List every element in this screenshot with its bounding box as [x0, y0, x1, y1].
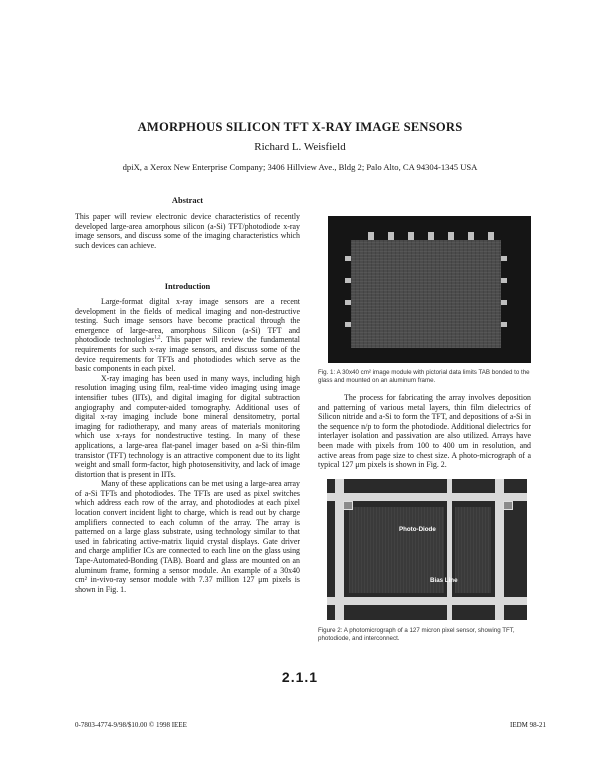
figure-1-active-area	[351, 240, 501, 348]
figure-2-pixel-micrograph	[327, 479, 527, 620]
tab-bond	[345, 322, 351, 327]
gate-line	[327, 493, 527, 501]
tab-bond	[501, 256, 507, 261]
intro-p1-text: Large-format digital x-ray image sensors are a recent development in the fields of medical imaging and non-destructive testing. Such image sensors have become practical through the emergence of large-area, amorphous Silicon (a-Si) TFT and photodiode technologies	[75, 297, 300, 345]
paper-title: AMORPHOUS SILICON TFT X-RAY IMAGE SENSORS	[137, 120, 463, 134]
intro-paragraph-3: Many of these applications can be met using a large-area array of a-Si TFTs and photodiodes. The TFTs are used as pixel switches which address each row of the array, and photodiodes at each pixel location convert incident light to charge, which is read out by charge amplifiers connected to each column of the array. The array is patterned on a large glass substrate, using technology similar to that used in fabricating active-matrix liquid crystal displays. Gate driver and charge amplifier ICs are connected to each line on the glass using Tape-Automated-Bonding (TAB). Board and glass are mounted on an aluminum frame, forming a sensor module. An example of a 30x40 cm² in-vivo-ray sensor module with 7.37 million 127 μm pixels is shown in Fig. 1.	[75, 479, 300, 594]
tab-bond	[388, 232, 394, 240]
tab-bond	[501, 278, 507, 283]
bias-line-label: Bias Line	[430, 577, 458, 584]
tab-bond	[428, 232, 434, 240]
tab-bond	[488, 232, 494, 240]
figure-1-module-photo	[328, 216, 531, 363]
introduction-heading: Introduction	[164, 282, 211, 291]
conference-page-id: IEDM 98-21	[510, 721, 546, 729]
figure-2-caption: Figure 2: A photomicrograph of a 127 micron pixel sensor, showing TFT, photodiode, and interconnect.	[318, 627, 515, 642]
process-paragraph: The process for fabricating the array involves deposition and patterning of various metal layers, thin film dielectrics of Silicon nitride and a-Si to form the TFT, and depositions of a-Si in the sequence n/p to form the photodiode. Additional dielectrics for interlayer isolation and passivation are also utilized. Arrays have been made with pixels from 100 to 400 um in resolution, and active areas from page size to chest size. A photo-micrograph of a typical 127 μm pixels is shown in Fig. 2.	[318, 393, 531, 470]
tab-bond	[501, 322, 507, 327]
figure-1-caption: Fig. 1: A 30x40 cm² image module with pictorial data limits TAB bonded to the glass and mounted on an aluminum frame.	[318, 369, 530, 384]
tab-bond	[368, 232, 374, 240]
tft-switch	[343, 501, 353, 510]
author-affiliation: dpiX, a Xerox New Enterprise Company; 3406 Hillview Ave., Bldg 2; Palo Alto, CA 94304-1345 USA	[122, 162, 478, 172]
photodiode-area	[455, 507, 491, 593]
intro-paragraph-2: X-ray imaging has been used in many ways, including high resolution imaging using film, real-time video imaging using image intensifier tubes (IITs), and digital imaging for digital subtraction angiography and computer-aided tomography. Additional uses of digital x-ray imaging include bone mineral densitometry, portal imaging for radiotherapy, and many areas of materials monitoring which use x-rays for nondestructive testing. In many of these applications, a large-area flat-panel imager based on a-Si thin-film transistor (TFT) technology is an attractive component due to its light weight and small form-factor, high photosensitivity, and lack of image distortion that is present in IITs.	[75, 373, 300, 479]
author-name: Richard L. Weisfield	[254, 141, 346, 153]
tab-bond	[345, 300, 351, 305]
gate-line	[327, 597, 527, 605]
intro-p1-text-end: . This paper will review the fundamental requirements for such x-ray image sensors, and discuss some of the device requirements for TFTs and photodiodes which serve as the basic components in each pixel.	[75, 335, 300, 374]
tab-bond	[408, 232, 414, 240]
tft-switch	[503, 501, 513, 510]
abstract-text: This paper will review electronic device characteristics of recently developed large-area amorphous silicon (a-Si) TFT/photodiode x-ray image sensors, and discuss some of the imaging characteristics which such devices can achieve.	[75, 212, 300, 250]
right-column-body	[318, 393, 531, 470]
abstract-body	[75, 212, 300, 250]
abstract-heading: Abstract	[171, 196, 204, 205]
tab-bond	[345, 256, 351, 261]
section-number: 2.1.1	[281, 669, 319, 685]
photodiode-label: Photo-Diode	[399, 526, 436, 533]
copyright-line: 0-7803-4774-9/98/$10.00 © 1998 IEEE	[75, 721, 187, 729]
tab-bond	[345, 278, 351, 283]
tab-bond	[501, 300, 507, 305]
introduction-body	[75, 297, 300, 594]
intro-paragraph-1	[75, 297, 300, 374]
tab-bond	[448, 232, 454, 240]
tab-bond	[468, 232, 474, 240]
intro-p1-reference: 1,2	[154, 335, 161, 341]
